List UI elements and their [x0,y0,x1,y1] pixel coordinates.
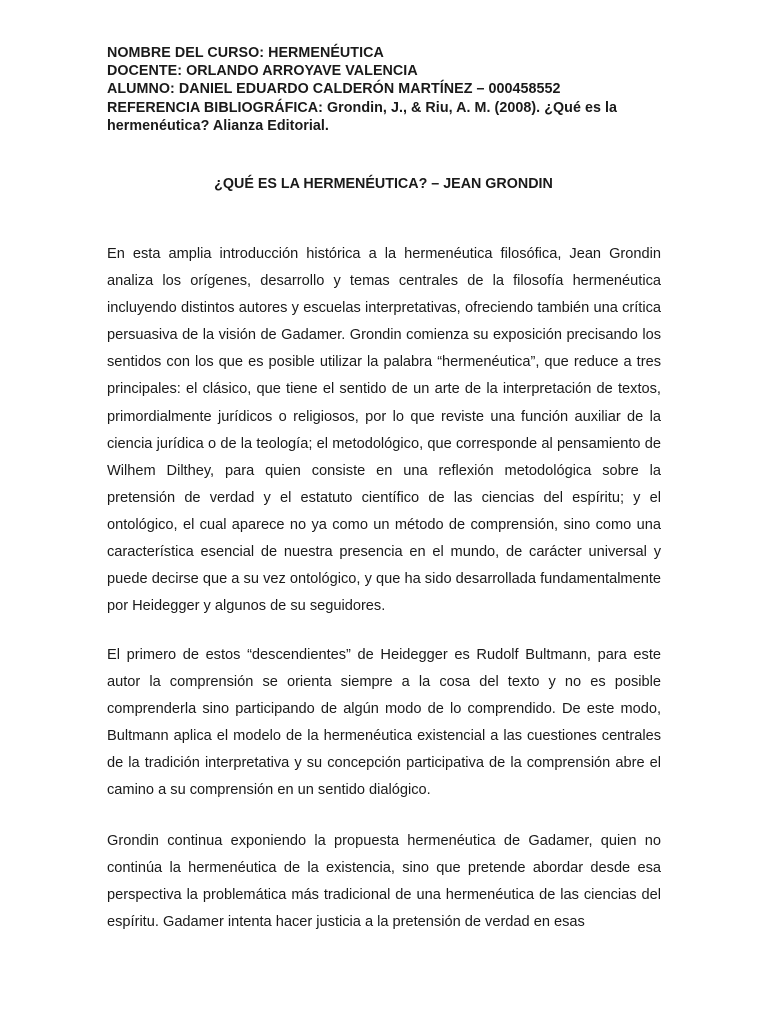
paragraph-introduction: En esta amplia introducción histórica a la hermenéutica filosófica, Jean Grondin analiza los orígenes, desarrollo y temas centrales de la filosofía hermenéutica incluyendo distintos autores y escuelas interpretativas, ofreciendo también una crítica persuasiva de la visión de Gadamer. Grondin comienza su exposición precisando los sentidos con los que es posible utilizar la palabra “hermenéutica”, que reduce a tres principales: el clásico, que tiene el sentido de un arte de la interpretación de textos, primordialmente jurídicos o religiosos, por lo que reviste una función auxiliar de la ciencia jurídica o de la teología; el metodológico, que corresponde al pensamiento de Wilhem Dilthey, para quien consiste en una reflexión metodológica sobre la pretensión de verdad y el estatuto científico de las ciencias del espíritu; y el ontológico, el cual aparece no ya como un método de comprensión, sino como una característica esencial de nuestra presencia en el mundo, de carácter universal y puede decirse que a su vez ontológico, y que ha sido desarrollada fundamentalmente por Heidegger y algunos de su seguidores. [107,246,661,615]
teacher-name: DOCENTE: ORLANDO ARROYAVE VALENCIA [107,63,418,80]
student-name: ALUMNO: DANIEL EDUARDO CALDERÓN MARTÍNEZ – 000458552 [107,81,561,98]
paragraph-bultmann: El primero de estos “descendientes” de Heidegger es Rudolf Bultmann, para este autor la comprensión se orienta siempre a la cosa del texto y no es posible comprenderla sino participando de algún modo de lo comprendido. De este modo, Bultmann aplica el modelo de la hermenéutica existencial a las cuestiones centrales de la tradición interpretativa y su concepción participativa de la comprensión abre el camino a su comprensión en un sentido dialógico. [107,647,661,799]
document-title: ¿QUÉ ES LA HERMENÉUTICA? – JEAN GRONDIN [214,176,553,192]
course-name: NOMBRE DEL CURSO: HERMENÉUTICA [107,45,384,61]
document-header [107,44,667,135]
paragraph-gadamer: Grondin continua exponiendo la propuesta hermenéutica de Gadamer, quien no continúa la hermenéutica de la existencia, sino que pretende abordar desde esa perspectiva la problemática más tradicional de una hermenéutica de las ciencias del espíritu. Gadamer intenta hacer justicia a la pretensión de verdad en esas [107,833,661,931]
bibliographic-reference: REFERENCIA BIBLIOGRÁFICA: Grondin, J., & Riu, A. M. (2008). ¿Qué es la hermenéutica? Alianza Editorial. [107,99,618,134]
